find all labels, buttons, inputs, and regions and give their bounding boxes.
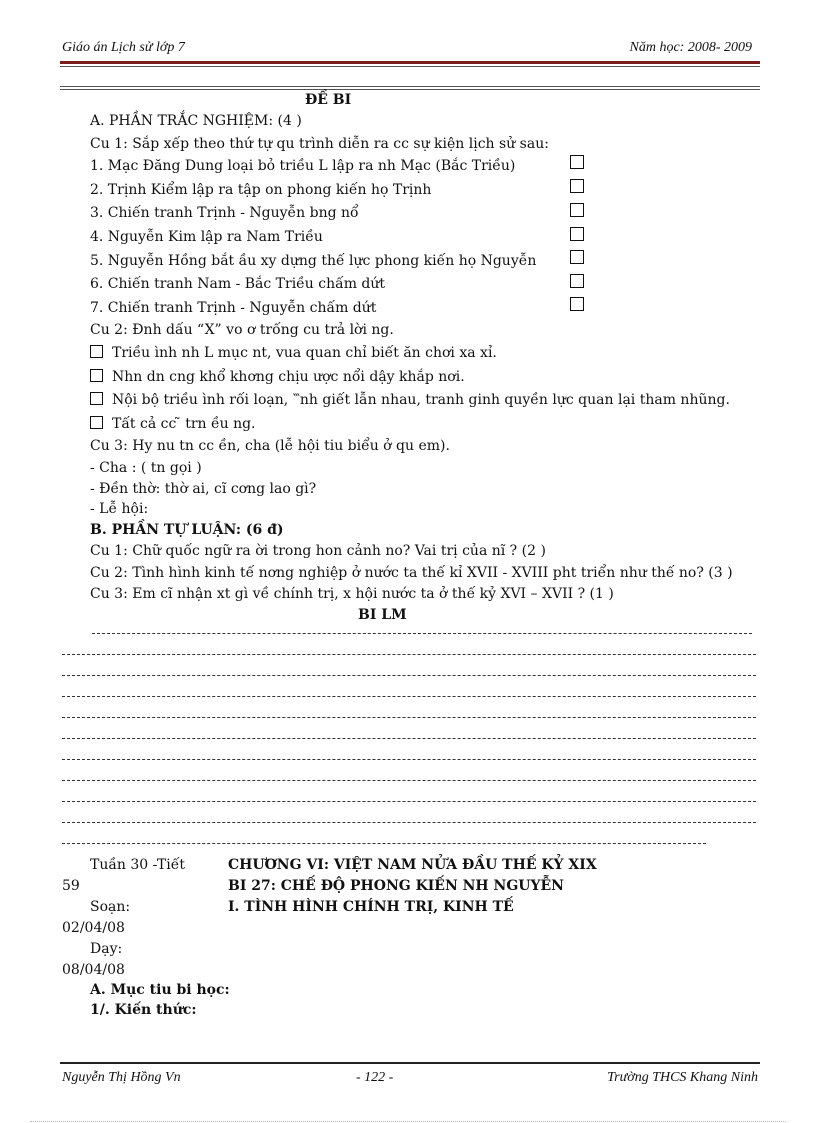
q1-item: 4. Nguyễn Kim lập ra Nam Triều <box>90 229 323 245</box>
q2-option <box>90 369 465 385</box>
q3-line: - Đền thờ: thờ ai, cĩ cơng lao gì? <box>90 481 317 497</box>
answer-line <box>62 843 706 844</box>
lesson-title: BI 27: CHẾ ĐỘ PHONG KIẾN NH NGUYỄN <box>228 878 564 894</box>
question-2: Cu 2: Đnh dấu “X” vo ơ trống cu trả lời ng. <box>90 322 394 338</box>
header-rule <box>60 61 760 64</box>
prepared-label: Soạn: <box>90 899 131 915</box>
answer-line <box>62 675 756 676</box>
section-divider-2 <box>60 89 760 90</box>
page-number: - 122 - <box>356 1070 394 1085</box>
answer-line <box>92 633 752 634</box>
exam-title: ĐỀ BI <box>305 92 352 108</box>
answer-line <box>62 780 756 781</box>
taught-date: 08/04/08 <box>62 962 125 978</box>
answer-line <box>62 738 756 739</box>
q2-option-text: Nhn dn cng khổ khơng chịu ược nổi dậy khắp nơi. <box>112 369 465 385</box>
q2-option <box>90 392 730 408</box>
q2-option-text: Tất cả cc ̃ trn ều ng. <box>112 416 256 432</box>
answer-title: BI LM <box>358 607 407 623</box>
page-bottom-edge <box>30 1121 786 1122</box>
section-b-heading: B. PHẦN TỰ LUẬN: (6 đ) <box>90 522 284 538</box>
section-divider <box>60 86 760 87</box>
question-1: Cu 1: Sắp xếp theo thứ tự qu trình diễn ra cc sự kiện lịch sử sau: <box>90 136 549 152</box>
objectives-heading: A. Mục tiu bi học: <box>90 982 230 998</box>
q3-line: - Lễ hội: <box>90 501 149 517</box>
q2-option-text: Nội bộ triều ình rối loạn, ‷nh giết lẫn nhau, tranh ginh quyền lực quan lại tham nhũng. <box>112 392 730 408</box>
q1-item: 6. Chiến tranh Nam - Bắc Triều chấm dứt <box>90 276 386 292</box>
answer-line <box>62 759 756 760</box>
option-checkbox[interactable] <box>90 369 103 382</box>
taught-label: Dạy: <box>90 941 123 957</box>
answer-line <box>62 696 756 697</box>
footer-school: Trường THCS Khang Ninh <box>607 1070 758 1085</box>
week-label: Tuần 30 -Tiết <box>90 857 185 873</box>
section-a-heading: A. PHẦN TRẮC NGHIỆM: (4 ) <box>90 113 302 129</box>
answer-checkbox[interactable] <box>570 274 584 288</box>
answer-checkbox[interactable] <box>570 297 584 311</box>
option-checkbox[interactable] <box>90 416 103 429</box>
answer-checkbox[interactable] <box>570 227 584 241</box>
question-3: Cu 3: Hy nu tn cc ền, cha (lễ hội tiu biểu ở qu em). <box>90 438 450 454</box>
q1-item: 1. Mạc Đăng Dung loại bỏ triều L lập ra nh Mạc (Bắc Triều) <box>90 158 516 174</box>
q2-option-text: Triều ình nh L mục nt, vua quan chỉ biết ăn chơi xa xỉ. <box>112 345 497 361</box>
q1-item: 2. Trịnh Kiểm lập ra tập on phong kiến họ Trịnh <box>90 182 432 198</box>
footer-author: Nguyễn Thị Hồng Vn <box>62 1070 181 1085</box>
lesson-meta <box>62 855 185 981</box>
header-right: Năm học: 2008- 2009 <box>629 40 752 55</box>
essay-question: Cu 1: Chữ quốc ngữ ra ời trong hon cảnh no? Vai trị của nĩ ? (2 ) <box>90 543 546 559</box>
header-rule-thin <box>60 66 760 67</box>
answer-line <box>62 822 756 823</box>
option-checkbox[interactable] <box>90 392 103 405</box>
answer-checkbox[interactable] <box>570 179 584 193</box>
section-i-title: I. TÌNH HÌNH CHÍNH TRỊ, KINH TẾ <box>228 899 514 915</box>
answer-line <box>62 801 756 802</box>
answer-checkbox[interactable] <box>570 250 584 264</box>
essay-question: Cu 3: Em cĩ nhận xt gì về chính trị, x hội nước ta ở thế kỷ XVI – XVII ? (1 ) <box>90 586 614 602</box>
footer-rule <box>60 1062 760 1064</box>
q1-item: 7. Chiến tranh Trịnh - Nguyễn chấm dứt <box>90 300 377 316</box>
q2-option <box>90 416 256 432</box>
option-checkbox[interactable] <box>90 345 103 358</box>
header-left: Giáo án Lịch sử lớp 7 <box>62 40 185 55</box>
q1-item: 3. Chiến tranh Trịnh - Nguyễn bng nổ <box>90 205 359 221</box>
chapter-title: CHƯƠNG VI: VIỆT NAM NỬA ĐẦU THẾ KỶ XIX <box>228 857 597 873</box>
essay-question: Cu 2: Tình hình kinh tế nơng nghiệp ở nước ta thế kỉ XVII - XVIII pht triển như thế no? (3 ) <box>90 565 733 581</box>
answer-checkbox[interactable] <box>570 203 584 217</box>
period-number: 59 <box>62 878 80 894</box>
knowledge-heading: 1/. Kiến thức: <box>90 1002 197 1018</box>
answer-line <box>62 654 756 655</box>
q3-line: - Cha : ( tn gọi ) <box>90 460 202 476</box>
answer-line <box>62 717 756 718</box>
prepared-date: 02/04/08 <box>62 920 125 936</box>
lesson-heading <box>228 855 597 918</box>
answer-checkbox[interactable] <box>570 155 584 169</box>
q2-option <box>90 345 497 361</box>
q1-item: 5. Nguyễn Hồng bắt ầu xy dựng thế lực phong kiến họ Nguyễn <box>90 253 537 269</box>
